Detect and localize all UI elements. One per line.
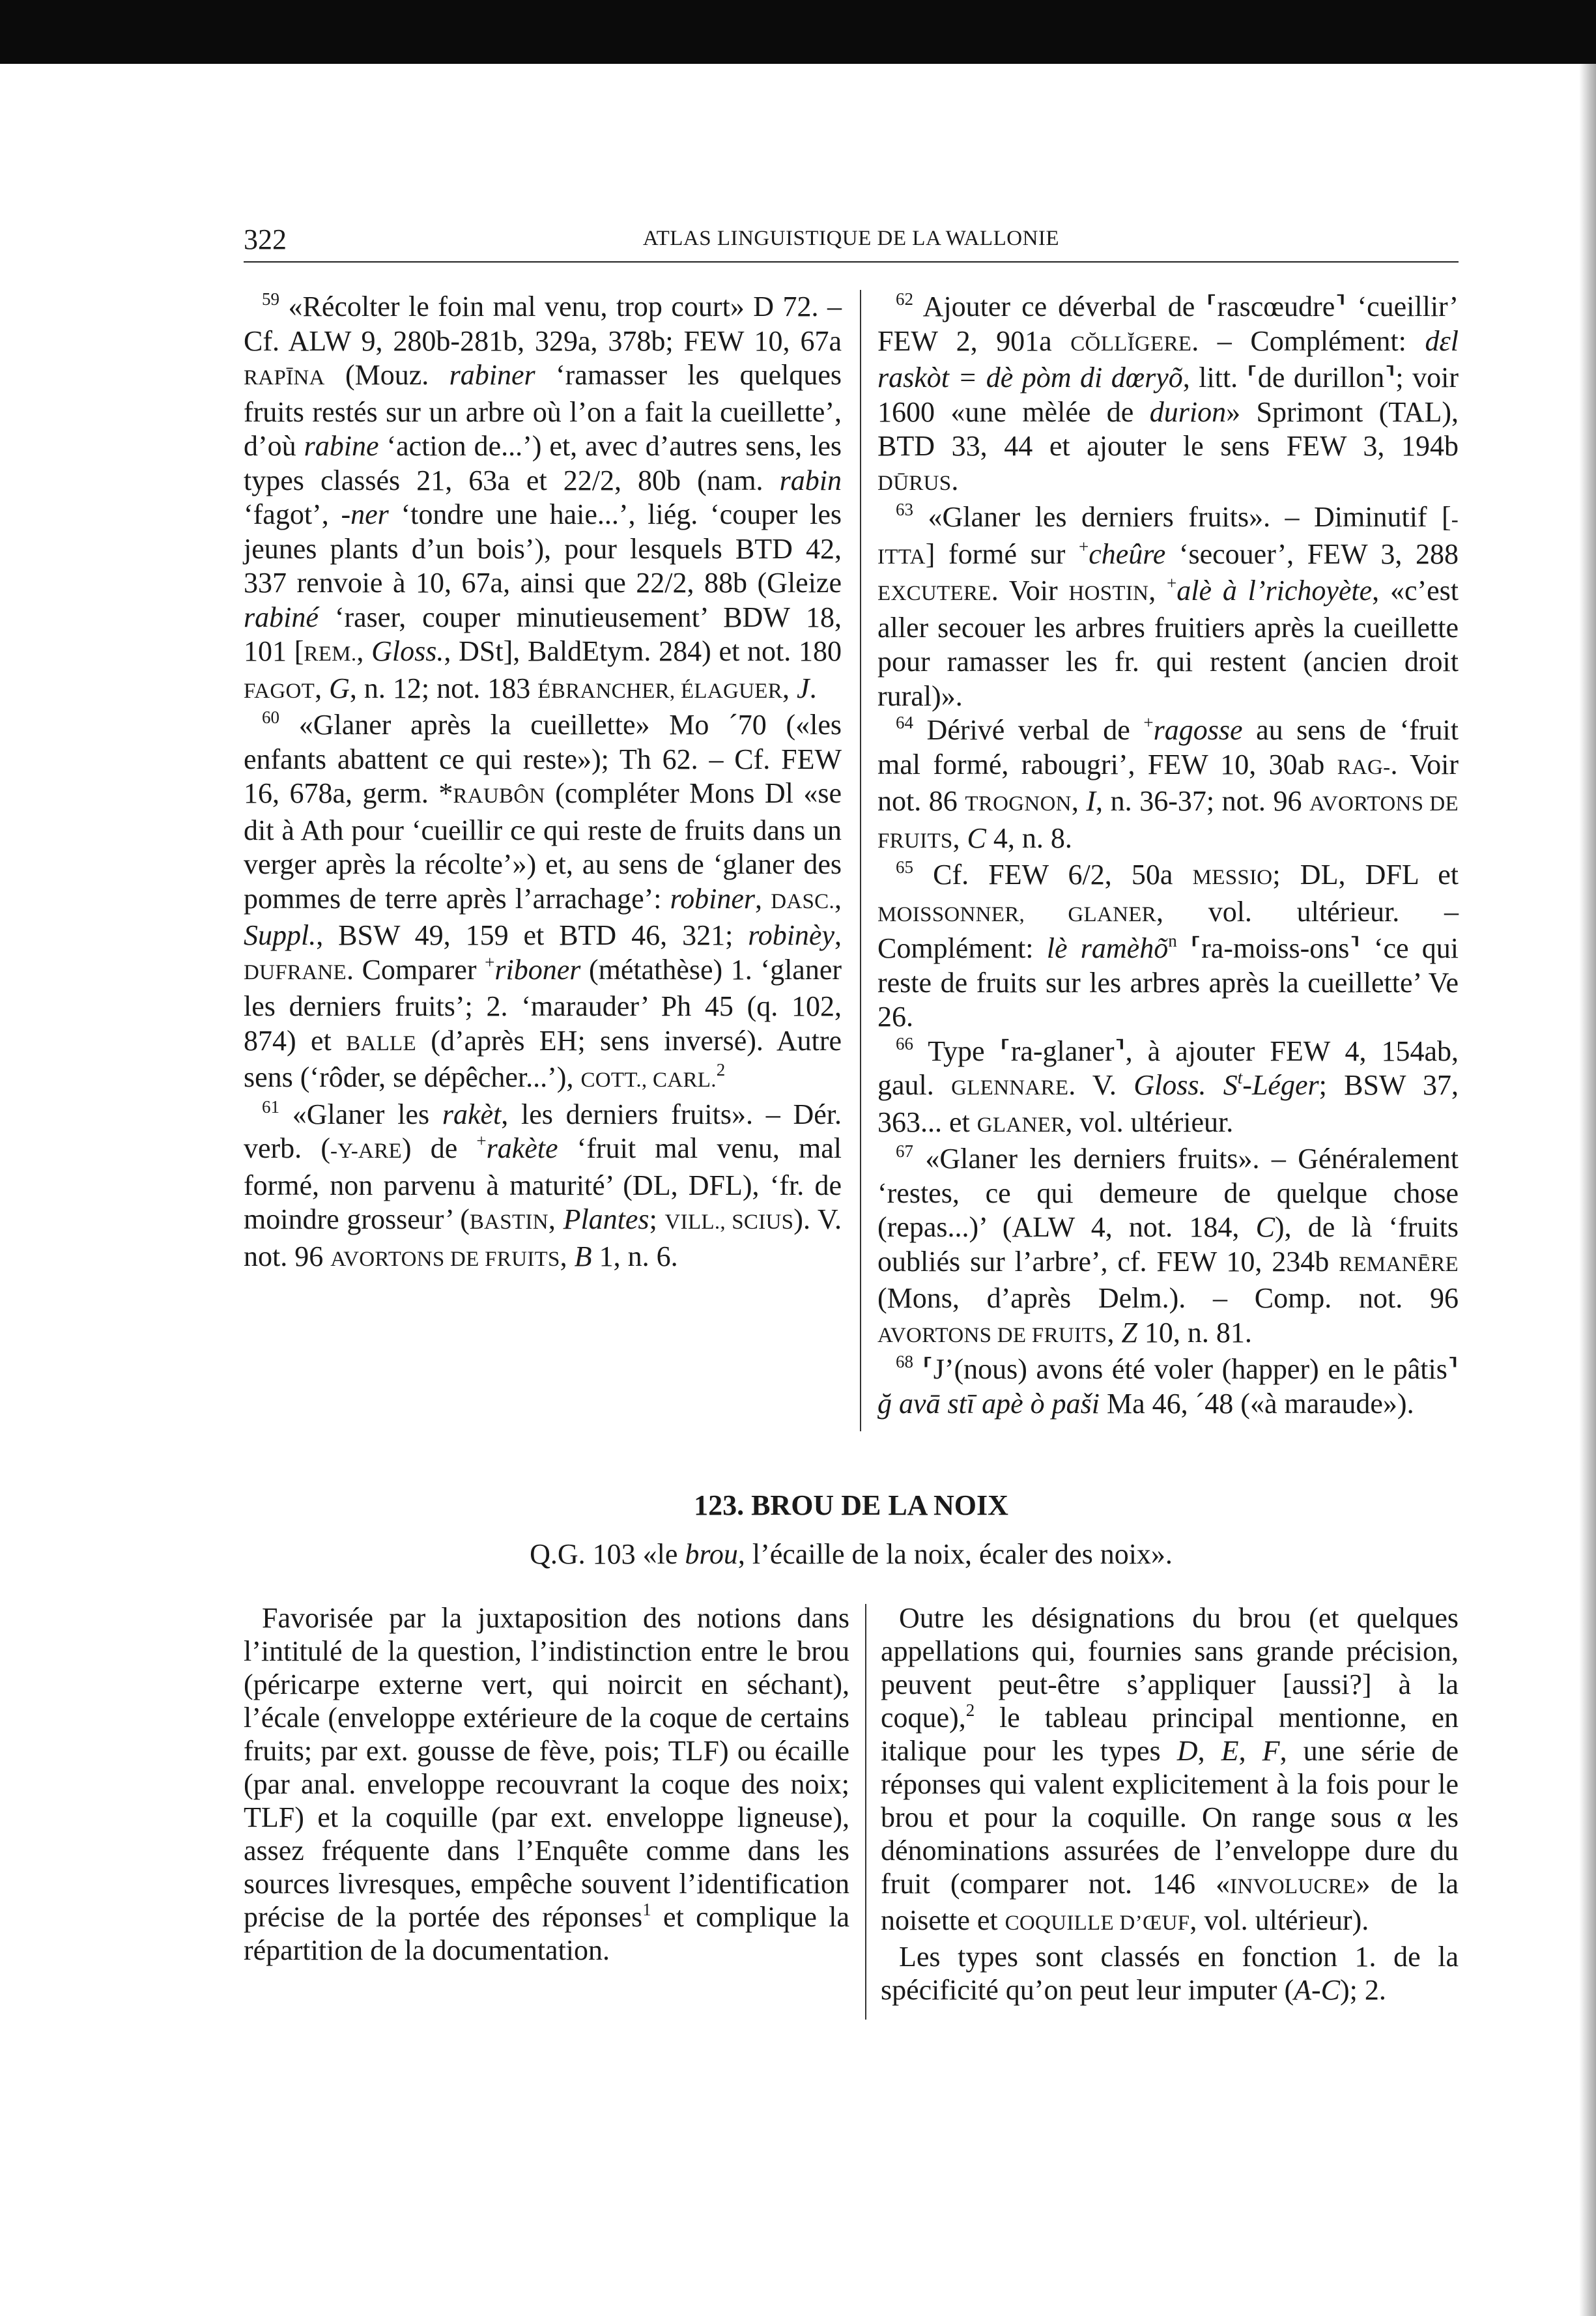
note-59: $^{59}$ «Récolter le foin mal venu, trop court» D 72. – Cf. ALW 9, 280b-281b, 329a, 378b; FEW 10, 67a RAPĪNA (Mouz. rabiner ‘ramasser les quelques fruits restés sur un arbre où l’on a fait la cueillette’, d’où rabine ‘action de...’) et, avec d’autres sens, les types classés 21, 63a et 22/2, 80b (nam. rabin ‘fagot’, -ner ‘tondre une haie...’, liég. ‘couper les jeunes plants d’un bois’), pour lesquels BTD 42, 337 renvoie à 10, 67a, ainsi que 22/2, 88b (Gleize rabiné ‘raser, couper minutieusement’ BDW 18, 101 [REM., Gloss., DSt], BaldEtym. 284) et not. 180 FAGOT, G, n. 12; not. 183 ÉBRANCHER, ÉLAGUER, J. [244,289,842,704]
questionnaire-line [244,1537,1459,1571]
note-61: $^{61}$ «Glaner les rakèt, les derniers fruits». – Dér. verb. (-Y-ARE) de +rakète ‘fruit mal venu, mal formé, non parvenu à maturité’ (DL, DFL), ‘fr. de moindre grosseur’ (BASTIN, Plantes; VILL., SCIUS). V. not. 96 AVORTONS DE FRUITS, B 1, n. 6. [244,1096,842,1272]
note-number: 59 [262,289,279,309]
note-number: 60 [262,708,279,727]
question-suffix: , l’écaille de la noix, écaler des noix». [737,1538,1173,1570]
note-62: $^{62}$ Ajouter ce déverbal de ⸢rascœudre⸣ ‘cueillir’ FEW 2, 901a CŎLLĬGERE. – Complément: dɛl raskòt = dè pòm di dœryõ, litt. ⸢de durillon⸣; voir 1600 «une mèlée de durion» Sprimont (TAL), BTD 33, 44 et ajouter le sens FEW 3, 194b DŪRUS. [877,289,1459,496]
scan-top-border [0,0,1596,64]
body-paragraph-2: Outre les désignations du brou (et quelques appellations qui, fournies sans grande précision, peuvent peut-être s’appliquer [aussi?] à la coque),$^2$ le tableau principal mentionne, en italique pour les types D, E, F, une série de réponses qui valent explicitement à la fois pour le brou et pour la coquille. On range sous α les dénominations assurées de l’enveloppe dure du fruit (comparer not. 146 «INVOLUCRE» de la noisette et COQUILLE D’ŒUF, vol. ultérieur). [881,1602,1459,1936]
note-number: 63 [896,500,913,519]
question-italic: brou [685,1538,738,1570]
notes-column-divider [860,290,861,1431]
note-number: 65 [896,857,913,877]
body-right-column [881,1601,1459,2007]
section-title: 123. BROU DE LA NOIX [694,1489,1008,1521]
header-rule [244,261,1459,263]
footnote-mark: 1 [642,1900,651,1919]
body-column-divider [865,1604,866,2020]
body-left-column [244,1601,849,1967]
body-paragraph-1: Favorisée par la juxtaposition des notions dans l’intitulé de la question, l’indistinction entre le brou (péricarpe externe vert, qui noircit en séchant), l’écale (enveloppe extérieure de la coque de certains fruits; par ext. gousse de fève, pois; TLF) ou écaille (par anal. enveloppe recouvrant la coque des noix; TLF) et la coquille (par ext. enveloppe ligneuse), assez fréquente dans l’Enquête comme dans les sources livresques, empêche souvent l’identification précise de la portée des réponses$^1$ et complique la répartition de la documentation. [244,1602,849,1966]
body-paragraph-3: Les types sont classés en fonction 1. de la spécificité qu’on peut leur imputer (A-C); 2. [881,1941,1459,2006]
note-number: 68 [896,1352,913,1371]
page-number: 322 [244,223,287,255]
page-header [244,216,1459,255]
note-number: 66 [896,1033,913,1053]
notes-right-column [877,290,1459,1421]
note-66: $^{66}$ Type ⸢ra-glaner⸣, à ajouter FEW 4, 154ab, gaul. GLENNARE. V. Gloss. $S^t$-Léger; BSW 37, 363... et GLANER, vol. ultérieur. [877,1033,1459,1138]
note-number: 67 [896,1141,913,1161]
note-63: $^{63}$ «Glaner les derniers fruits». – Diminutif [-ITTA] formé sur +cheûre ‘secouer’, FEW 3, 288 EXCUTERE. Voir HOSTIN, +alè à l’richoyète, «c’est aller secouer les arbres fruitiers après la cueillette pour ramasser les fr. qui restent (ancien droit rural)». [877,500,1459,712]
scan-right-shadow [1579,64,1596,2316]
footnote-mark: 2 [965,1700,975,1720]
note-65: $^{65}$ Cf. FEW 6/2, 50a MESSIO; DL, DFL et MOISSONNER, GLANER, vol. ultérieur. – Complément: lè ramèhõ$^n$ ⸢ra-moiss-ons⸣ ‘ce qui reste de fruits sur les arbres après la cueillette’ Ve 26. [877,857,1459,1033]
note-number: 62 [896,289,913,309]
note-number: 64 [896,713,913,732]
note-67: $^{67}$ «Glaner les derniers fruits». – Généralement ‘restes, ce qui demeure de quelque chose (repas...)’ (ALW 4, not. 184, C), de là ‘fruits oubliés sur l’arbre’, cf. FEW 10, 234b REMANĒRE (Mons, d’après Delm.). – Comp. not. 96 AVORTONS DE FRUITS, Z 10, n. 81. [877,1141,1459,1349]
note-64: $^{64}$ Dérivé verbal de +ragosse au sens de ‘fruit mal formé, rabougri’, FEW 10, 30ab RAG-. Voir not. 86 TROGNON, I, n. 36-37; not. 96 AVORTONS DE FRUITS, C 4, n. 8. [877,713,1459,854]
note-60: $^{60}$ «Glaner après la cueillette» Mo ´70 («les enfants abattent ce qui reste»); Th 62. – Cf. FEW 16, 678a, germ. *RAUBÔN (compléter Mons Dl «se dit à Ath pour ‘cueillir ce qui reste de fruits dans un verger après la récolte’») et, au sens de ‘glaner des pommes de terre après l’arrachage’: robiner, DASC., Suppl., BSW 49, 159 et BTD 46, 321; robinèy, DUFRANE. Comparer +riboner (métathèse) 1. ‘glaner les derniers fruits’; 2. ‘marauder’ Ph 45 (q. 102, 874) et BALLE (d’après EH; sens inversé). Autre sens (‘rôder, se dépêcher...’), COTT., CARL.$^2$ [244,708,842,1093]
question-prefix: Q.G. 103 «le [530,1538,685,1570]
running-title: ATLAS LINGUISTIQUE DE LA WALLONIE [642,227,1060,250]
note-number: 61 [262,1096,279,1117]
note-68: $^{68}$ ⸢J’(nous) avons été voler (happer) en le pâtis⸣ ğ avā stī apè ò paši Ma 46, ´48 («à maraude»). [877,1352,1459,1420]
notes-left-column [244,290,842,1276]
